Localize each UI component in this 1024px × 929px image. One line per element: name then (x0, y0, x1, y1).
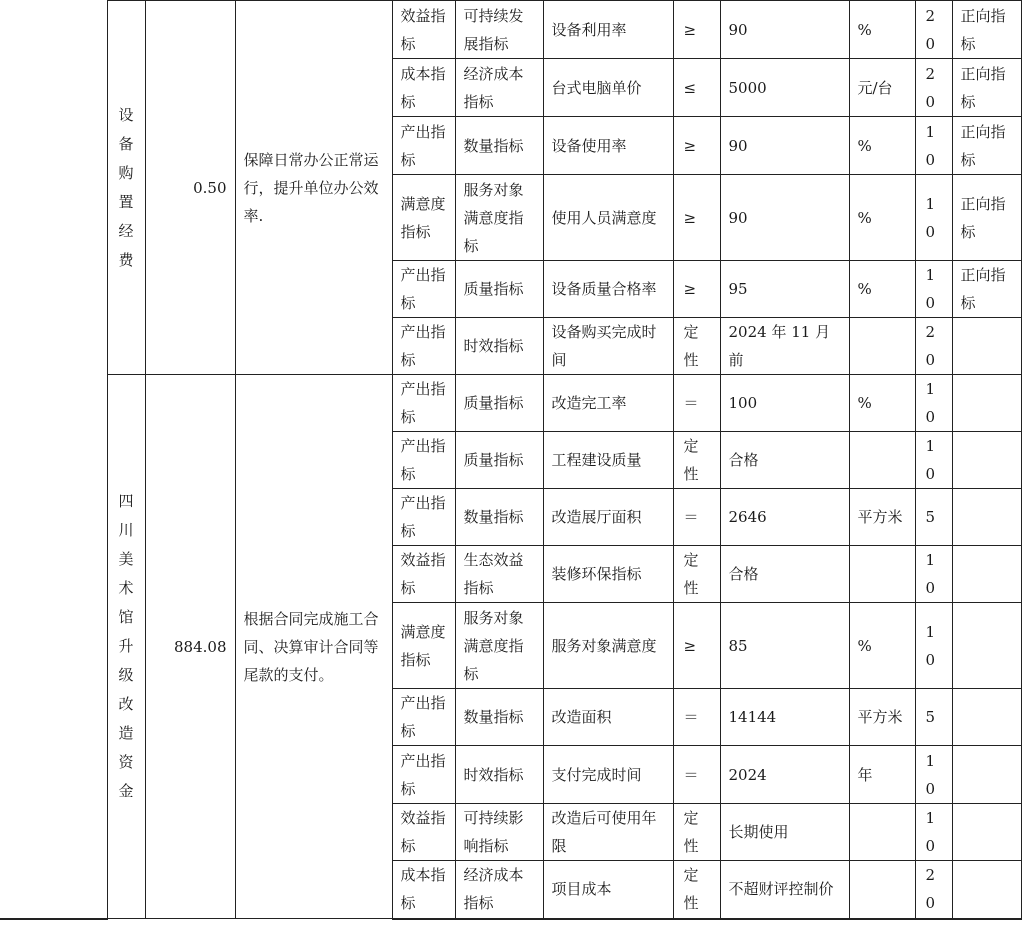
comparison-operator: ≥ (673, 175, 720, 261)
comparison-operator: ≥ (673, 1, 720, 59)
indicator-name: 工程建设质量 (543, 432, 673, 489)
indicator-value: 2024 年 11 月前 (720, 318, 849, 375)
level2-indicator: 可持续发展指标 (455, 1, 543, 59)
indicator-name: 台式电脑单价 (543, 59, 673, 117)
indicator-name: 使用人员满意度 (543, 175, 673, 261)
indicator-name: 设备质量合格率 (543, 261, 673, 318)
indicator-score: 5 (915, 689, 952, 746)
indicator-score: 20 (915, 318, 952, 375)
indicator-name: 项目成本 (543, 861, 673, 919)
indicator-value: 90 (720, 175, 849, 261)
indicator-direction (952, 861, 1021, 919)
level2-indicator: 数量指标 (455, 689, 543, 746)
level2-indicator: 经济成本指标 (455, 861, 543, 919)
comparison-operator: 定性 (673, 432, 720, 489)
level2-indicator: 数量指标 (455, 117, 543, 175)
indicator-name: 改造展厅面积 (543, 489, 673, 546)
indicator-value: 2646 (720, 489, 849, 546)
comparison-operator: ＝ (673, 746, 720, 804)
comparison-operator: 定性 (673, 546, 720, 603)
indicator-value: 14144 (720, 689, 849, 746)
indicator-score: 10 (915, 375, 952, 432)
indicator-value: 90 (720, 1, 849, 59)
indicator-unit: % (849, 603, 915, 689)
indicator-direction: 正向指标 (952, 261, 1021, 318)
indicator-name: 改造后可使用年限 (543, 804, 673, 861)
level1-indicator: 产出指标 (392, 375, 455, 432)
indicator-unit: 年 (849, 746, 915, 804)
indicator-value: 合格 (720, 546, 849, 603)
comparison-operator: ＝ (673, 489, 720, 546)
indicator-unit (849, 432, 915, 489)
indicator-name: 改造完工率 (543, 375, 673, 432)
project-goal: 保障日常办公正常运行，提升单位办公效率. (235, 1, 392, 375)
indicator-value: 90 (720, 117, 849, 175)
indicator-direction: 正向指标 (952, 59, 1021, 117)
level2-indicator: 服务对象满意度指标 (455, 603, 543, 689)
indicator-value: 长期使用 (720, 804, 849, 861)
level1-indicator: 产出指标 (392, 489, 455, 546)
comparison-operator: 定性 (673, 318, 720, 375)
indicator-score: 10 (915, 746, 952, 804)
indicator-unit: % (849, 261, 915, 318)
indicator-name: 设备购买完成时间 (543, 318, 673, 375)
indicator-direction (952, 375, 1021, 432)
indicator-unit (849, 546, 915, 603)
indicator-score: 10 (915, 546, 952, 603)
level2-indicator: 质量指标 (455, 432, 543, 489)
indicator-score: 20 (915, 861, 952, 919)
indicator-unit: % (849, 1, 915, 59)
comparison-operator: ＝ (673, 375, 720, 432)
indicator-direction (952, 546, 1021, 603)
comparison-operator: 定性 (673, 804, 720, 861)
project-amount: 884.08 (145, 375, 235, 919)
indicator-direction: 正向指标 (952, 117, 1021, 175)
indicator-unit: 平方米 (849, 689, 915, 746)
indicator-name: 改造面积 (543, 689, 673, 746)
level1-indicator: 成本指标 (392, 59, 455, 117)
indicator-name: 设备使用率 (543, 117, 673, 175)
indicator-name: 装修环保指标 (543, 546, 673, 603)
indicator-score: 20 (915, 1, 952, 59)
indicator-score: 10 (915, 603, 952, 689)
level1-indicator: 效益指标 (392, 1, 455, 59)
indicator-score: 10 (915, 432, 952, 489)
level1-indicator: 效益指标 (392, 804, 455, 861)
indicator-unit (849, 804, 915, 861)
indicator-unit: 平方米 (849, 489, 915, 546)
indicator-unit (849, 318, 915, 375)
level2-indicator: 数量指标 (455, 489, 543, 546)
indicator-direction (952, 318, 1021, 375)
level1-indicator: 产出指标 (392, 689, 455, 746)
indicator-direction (952, 432, 1021, 489)
level1-indicator: 产出指标 (392, 432, 455, 489)
table-row (0, 1, 1021, 59)
level1-indicator: 产出指标 (392, 746, 455, 804)
indicator-score: 10 (915, 175, 952, 261)
comparison-operator: ≥ (673, 261, 720, 318)
level1-indicator: 产出指标 (392, 117, 455, 175)
level2-indicator: 时效指标 (455, 746, 543, 804)
table-row (0, 375, 1021, 432)
level2-indicator: 生态效益指标 (455, 546, 543, 603)
comparison-operator: ≥ (673, 117, 720, 175)
level1-indicator: 满意度指标 (392, 603, 455, 689)
indicator-direction: 正向指标 (952, 1, 1021, 59)
level2-indicator: 可持续影响指标 (455, 804, 543, 861)
indicator-unit (849, 861, 915, 919)
comparison-operator: ＝ (673, 689, 720, 746)
comparison-operator: 定性 (673, 861, 720, 919)
level2-indicator: 经济成本指标 (455, 59, 543, 117)
indicator-score: 5 (915, 489, 952, 546)
level2-indicator: 质量指标 (455, 261, 543, 318)
level2-indicator: 质量指标 (455, 375, 543, 432)
project-amount: 0.50 (145, 1, 235, 375)
indicator-value: 5000 (720, 59, 849, 117)
indicator-direction (952, 603, 1021, 689)
indicator-name: 设备利用率 (543, 1, 673, 59)
level1-indicator: 成本指标 (392, 861, 455, 919)
project-name: 四川美术馆升级改造资金 (118, 492, 134, 800)
indicator-score: 10 (915, 117, 952, 175)
indicator-unit: % (849, 117, 915, 175)
indicator-value: 85 (720, 603, 849, 689)
level1-indicator: 产出指标 (392, 261, 455, 318)
indicator-direction (952, 746, 1021, 804)
indicator-unit: % (849, 175, 915, 261)
level1-indicator: 效益指标 (392, 546, 455, 603)
level2-indicator: 时效指标 (455, 318, 543, 375)
indicator-value: 合格 (720, 432, 849, 489)
project-name-cell (107, 1, 145, 375)
indicator-name: 支付完成时间 (543, 746, 673, 804)
level1-indicator: 满意度指标 (392, 175, 455, 261)
indicator-direction: 正向指标 (952, 175, 1021, 261)
project-name-cell (107, 375, 145, 919)
indicator-direction (952, 489, 1021, 546)
outer-blank-cell (0, 1, 107, 919)
level1-indicator: 产出指标 (392, 318, 455, 375)
project-goal: 根据合同完成施工合同、决算审计合同等尾款的支付。 (235, 375, 392, 919)
indicator-unit: 元/台 (849, 59, 915, 117)
table-body (0, 1, 1021, 919)
indicator-name: 服务对象满意度 (543, 603, 673, 689)
indicator-unit: % (849, 375, 915, 432)
indicator-direction (952, 804, 1021, 861)
indicator-score: 10 (915, 261, 952, 318)
indicator-score: 10 (915, 804, 952, 861)
indicator-value: 100 (720, 375, 849, 432)
indicator-value: 2024 (720, 746, 849, 804)
comparison-operator: ≥ (673, 603, 720, 689)
indicator-direction (952, 689, 1021, 746)
indicator-value: 95 (720, 261, 849, 318)
level2-indicator: 服务对象满意度指标 (455, 175, 543, 261)
indicator-score: 20 (915, 59, 952, 117)
comparison-operator: ≤ (673, 59, 720, 117)
indicator-value: 不超财评控制价 (720, 861, 849, 919)
project-name: 设备购置经费 (118, 105, 134, 269)
